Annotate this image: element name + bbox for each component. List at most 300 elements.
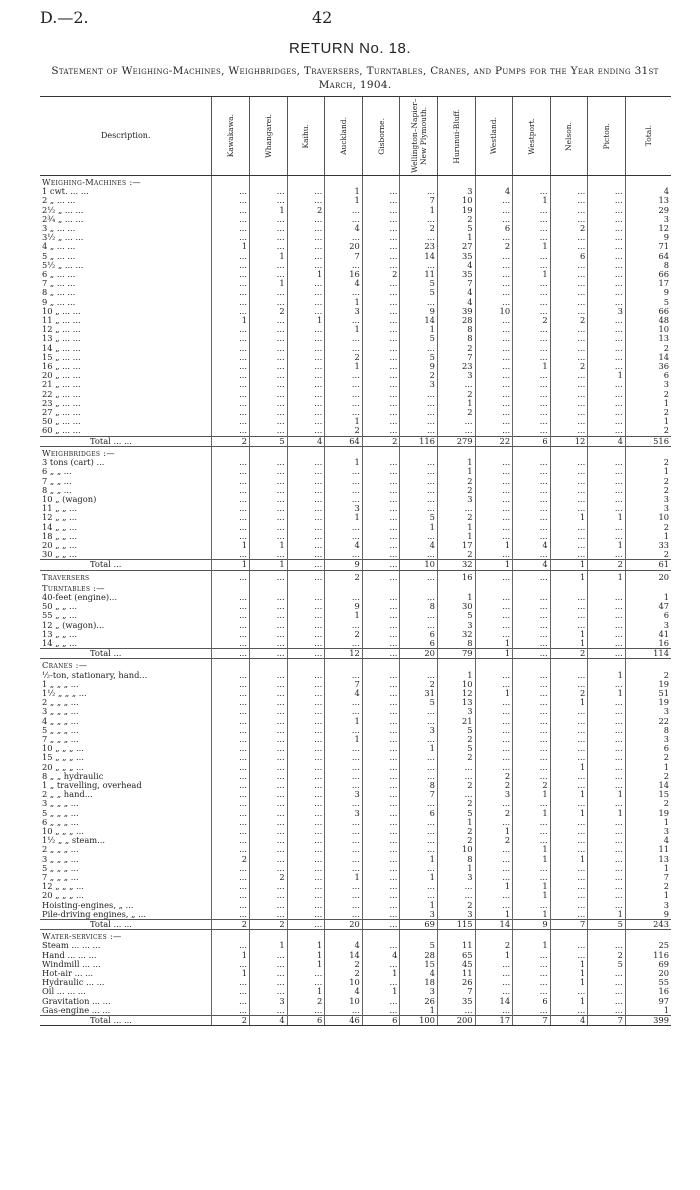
table-cell: ... xyxy=(362,486,400,495)
table-cell: ... xyxy=(325,486,363,495)
table-cell: 1 xyxy=(475,649,513,659)
table-cell: ... xyxy=(513,206,551,215)
table-cell: ... xyxy=(550,426,588,436)
table-cell: ... xyxy=(250,680,288,689)
table-cell: ... xyxy=(550,772,588,781)
row-label: ½-ton, stationary, hand... xyxy=(42,670,148,680)
table-cell: ... xyxy=(287,532,325,541)
table-cell: 4 xyxy=(513,560,551,570)
table-cell: 2 xyxy=(475,809,513,818)
table-cell: 5 xyxy=(437,224,475,233)
table-cell: ... xyxy=(588,261,626,270)
table-cell: ... xyxy=(550,1006,588,1016)
table-cell: 11 xyxy=(625,845,671,854)
table-row xyxy=(40,399,671,408)
table-cell: 2 xyxy=(588,560,626,570)
table-cell: 1 xyxy=(550,978,588,987)
table-cell: 4 xyxy=(325,689,363,698)
table-cell: ... xyxy=(513,523,551,532)
table-cell: 1 xyxy=(513,809,551,818)
table-cell: ... xyxy=(362,855,400,864)
table-cell: 116 xyxy=(400,436,438,446)
table-cell: ... xyxy=(475,960,513,969)
table-cell: ... xyxy=(250,671,288,680)
table-cell: ... xyxy=(550,799,588,808)
table-cell: ... xyxy=(475,196,513,205)
table-row xyxy=(40,680,671,689)
table-cell: ... xyxy=(250,513,288,522)
table-cell: 279 xyxy=(437,436,475,446)
table-cell: 2 xyxy=(625,882,671,891)
table-cell: ... xyxy=(362,744,400,753)
table-cell: ... xyxy=(212,325,250,334)
table-cell: 8 xyxy=(625,261,671,270)
table-cell: 14 xyxy=(400,252,438,261)
table-row xyxy=(40,371,671,380)
row-label: 5 „ „ „ ... xyxy=(42,863,79,873)
table-cell: 3 xyxy=(325,790,363,799)
table-row xyxy=(40,717,671,726)
table-cell: ... xyxy=(287,390,325,399)
table-row xyxy=(40,790,671,799)
table-cell: ... xyxy=(513,707,551,716)
table-cell: 5 xyxy=(625,298,671,307)
row-label: 3½ „ ... ... xyxy=(42,233,84,243)
table-cell: ... xyxy=(287,735,325,744)
row-label: 11 „ ... ... xyxy=(42,316,81,326)
table-cell: ... xyxy=(250,344,288,353)
table-cell: ... xyxy=(325,495,363,504)
table-cell: ... xyxy=(325,1006,363,1016)
table-cell: ... xyxy=(513,353,551,362)
row-label: Traversers xyxy=(42,571,90,582)
table-cell: ... xyxy=(287,417,325,426)
table-cell: ... xyxy=(362,233,400,242)
table-cell: ... xyxy=(513,960,551,969)
table-cell: 1 xyxy=(437,532,475,541)
table-cell: ... xyxy=(362,344,400,353)
table-cell: ... xyxy=(212,523,250,532)
table-cell xyxy=(325,659,363,671)
table-cell: ... xyxy=(212,818,250,827)
table-cell: 2 xyxy=(475,781,513,790)
table-cell: ... xyxy=(362,698,400,707)
table-cell: 9 xyxy=(325,560,363,570)
table-cell: 51 xyxy=(625,689,671,698)
table-cell: ... xyxy=(400,504,438,513)
table-cell: ... xyxy=(212,707,250,716)
table-cell: ... xyxy=(475,671,513,680)
table-cell: ... xyxy=(400,467,438,476)
table-cell: ... xyxy=(212,288,250,297)
column-header xyxy=(400,97,438,176)
table-cell: 6 xyxy=(362,1016,400,1026)
table-cell: 2 xyxy=(287,997,325,1006)
table-cell: ... xyxy=(513,799,551,808)
table-cell: ... xyxy=(325,344,363,353)
table-cell: ... xyxy=(513,763,551,772)
table-cell: 1 xyxy=(550,513,588,522)
table-cell: 1 xyxy=(550,630,588,639)
table-cell: ... xyxy=(475,408,513,417)
table-cell: ... xyxy=(362,495,400,504)
table-cell: 1 xyxy=(625,864,671,873)
table-cell: ... xyxy=(287,978,325,987)
table-cell: ... xyxy=(475,426,513,436)
table-cell: ... xyxy=(325,836,363,845)
section-row xyxy=(40,570,671,582)
table-row xyxy=(40,997,671,1006)
table-cell: ... xyxy=(212,790,250,799)
table-cell: ... xyxy=(250,353,288,362)
table-cell: 1 xyxy=(437,671,475,680)
table-cell: ... xyxy=(325,772,363,781)
table-cell: ... xyxy=(250,717,288,726)
table-cell: 32 xyxy=(437,630,475,639)
table-header xyxy=(40,97,671,176)
table-row xyxy=(40,753,671,762)
table-cell: ... xyxy=(287,550,325,560)
table-cell: ... xyxy=(475,523,513,532)
table-cell: ... xyxy=(362,504,400,513)
row-label: 55 „ „ ... xyxy=(42,611,77,621)
table-cell: ... xyxy=(250,891,288,900)
table-cell: 4 xyxy=(325,279,363,288)
table-cell: ... xyxy=(588,717,626,726)
table-cell: 1 xyxy=(362,987,400,996)
table-row xyxy=(40,910,671,920)
table-cell: ... xyxy=(250,969,288,978)
table-cell: ... xyxy=(400,417,438,426)
table-cell: ... xyxy=(513,611,551,620)
table-cell: 31 xyxy=(400,689,438,698)
table-cell: 4 xyxy=(475,187,513,196)
table-cell: 33 xyxy=(625,541,671,550)
table-cell: 1 xyxy=(475,541,513,550)
table-cell: 3 xyxy=(625,707,671,716)
table-cell xyxy=(513,930,551,942)
table-cell: ... xyxy=(212,196,250,205)
table-cell: 1 xyxy=(325,458,363,467)
table-cell: 2 xyxy=(437,550,475,560)
table-cell: ... xyxy=(362,827,400,836)
table-cell: ... xyxy=(325,882,363,891)
table-cell xyxy=(250,659,288,671)
table-cell xyxy=(550,446,588,458)
table-cell: 12 xyxy=(437,689,475,698)
table-row xyxy=(40,882,671,891)
table-cell: ... xyxy=(513,873,551,882)
table-cell: ... xyxy=(588,781,626,790)
table-cell: 2 xyxy=(625,477,671,486)
table-cell xyxy=(475,582,513,593)
table-cell: ... xyxy=(550,671,588,680)
table-cell: ... xyxy=(325,532,363,541)
table-cell: ... xyxy=(550,215,588,224)
row-label: 7 „ „ „ ... xyxy=(42,873,79,883)
row-label: 3 „ ... ... xyxy=(42,224,76,234)
table-cell: 2 xyxy=(550,689,588,698)
table-cell: 1 xyxy=(400,1006,438,1016)
table-row xyxy=(40,362,671,371)
table-cell: ... xyxy=(588,380,626,389)
table-row xyxy=(40,621,671,630)
table-cell: 7 xyxy=(588,1016,626,1026)
table-row xyxy=(40,630,671,639)
table-cell: ... xyxy=(588,891,626,900)
row-label: 10 „ „ „ ... xyxy=(42,744,84,754)
table-cell: ... xyxy=(513,570,551,582)
table-cell xyxy=(475,176,513,188)
table-cell: ... xyxy=(475,417,513,426)
table-row xyxy=(40,864,671,873)
table-cell: 1 xyxy=(287,951,325,960)
table-cell: 2 xyxy=(625,550,671,560)
table-cell: ... xyxy=(362,513,400,522)
table-cell: 1 xyxy=(625,417,671,426)
table-cell: 23 xyxy=(400,242,438,251)
table-cell: 10 xyxy=(475,307,513,316)
table-cell: 1 xyxy=(513,270,551,279)
table-cell: ... xyxy=(250,242,288,251)
table-cell: 20 xyxy=(625,570,671,582)
column-header-label: Picton. xyxy=(602,122,612,150)
row-label: Gas-engine ... ... xyxy=(42,1005,111,1015)
table-cell: ... xyxy=(325,707,363,716)
table-cell: ... xyxy=(588,325,626,334)
column-header-label: Whangarei. xyxy=(263,114,273,158)
table-cell: 1 xyxy=(475,689,513,698)
table-row xyxy=(40,495,671,504)
table-cell: ... xyxy=(588,408,626,417)
table-cell: ... xyxy=(212,671,250,680)
row-label: 12 „ „ „ ... xyxy=(42,882,84,892)
table-cell: 1 xyxy=(437,233,475,242)
table-cell: ... xyxy=(362,390,400,399)
table-cell: 7 xyxy=(437,987,475,996)
table-cell: ... xyxy=(475,901,513,910)
table-cell: ... xyxy=(250,621,288,630)
table-cell: ... xyxy=(475,532,513,541)
table-cell: ... xyxy=(550,818,588,827)
table-cell: ... xyxy=(362,763,400,772)
table-cell: 11 xyxy=(437,941,475,950)
table-cell: ... xyxy=(475,215,513,224)
table-cell: ... xyxy=(550,380,588,389)
table-cell: 115 xyxy=(437,920,475,930)
table-row xyxy=(40,426,671,436)
table-cell: 1 xyxy=(212,242,250,251)
table-cell: 3 xyxy=(400,987,438,996)
table-cell: ... xyxy=(250,726,288,735)
table-cell: 5 xyxy=(400,288,438,297)
table-cell: 1 xyxy=(212,316,250,325)
table-cell: ... xyxy=(362,353,400,362)
table-cell: ... xyxy=(212,426,250,436)
table-row xyxy=(40,334,671,343)
table-cell: ... xyxy=(287,809,325,818)
table-cell: ... xyxy=(287,799,325,808)
column-header-description: Description. xyxy=(40,97,212,176)
table-cell: 5 xyxy=(400,698,438,707)
table-body xyxy=(40,176,671,1026)
table-row xyxy=(40,855,671,864)
table-cell: 28 xyxy=(400,951,438,960)
table-cell: ... xyxy=(550,344,588,353)
table-cell: 1 xyxy=(325,417,363,426)
table-cell: ... xyxy=(588,735,626,744)
table-cell: 1 xyxy=(250,206,288,215)
table-cell: 2 xyxy=(437,799,475,808)
table-cell: ... xyxy=(287,408,325,417)
table-row xyxy=(40,316,671,325)
table-row xyxy=(40,781,671,790)
table-cell xyxy=(437,176,475,188)
table-cell: ... xyxy=(550,417,588,426)
table-cell: ... xyxy=(513,467,551,476)
table-cell: ... xyxy=(588,252,626,261)
table-cell: ... xyxy=(362,467,400,476)
table-cell: ... xyxy=(513,987,551,996)
row-label: Hand ... ... ... xyxy=(42,950,97,960)
table-cell: ... xyxy=(475,390,513,399)
table-cell: ... xyxy=(212,735,250,744)
row-label: 12 „ (wagon)... xyxy=(42,620,105,630)
table-cell: ... xyxy=(212,873,250,882)
table-cell: ... xyxy=(475,818,513,827)
table-cell: 1 xyxy=(588,809,626,818)
table-cell: 4 xyxy=(362,951,400,960)
table-cell: ... xyxy=(362,570,400,582)
table-cell: ... xyxy=(588,196,626,205)
table-cell: 1 xyxy=(588,910,626,920)
table-cell: ... xyxy=(250,523,288,532)
table-cell: ... xyxy=(550,467,588,476)
table-cell: 20 xyxy=(400,649,438,659)
table-cell: ... xyxy=(325,910,363,920)
table-cell xyxy=(588,582,626,593)
table-cell: ... xyxy=(513,630,551,639)
table-cell: ... xyxy=(513,901,551,910)
table-cell: 1 xyxy=(287,987,325,996)
table-cell: ... xyxy=(475,399,513,408)
table-cell: ... xyxy=(287,593,325,602)
table-cell: ... xyxy=(287,855,325,864)
table-row xyxy=(40,504,671,513)
table-cell: ... xyxy=(212,486,250,495)
table-cell: ... xyxy=(362,252,400,261)
table-cell: ... xyxy=(588,836,626,845)
table-cell: ... xyxy=(400,390,438,399)
row-label: 7 „ „ „ ... xyxy=(42,734,79,744)
table-cell: ... xyxy=(362,809,400,818)
table-cell: ... xyxy=(325,698,363,707)
table-cell: 1 xyxy=(550,763,588,772)
table-cell: 1 xyxy=(513,855,551,864)
table-cell: ... xyxy=(250,371,288,380)
table-cell: 2 xyxy=(437,781,475,790)
table-cell: ... xyxy=(400,187,438,196)
table-cell: 66 xyxy=(625,307,671,316)
table-cell: 10 xyxy=(325,978,363,987)
table-cell: 3 xyxy=(325,809,363,818)
row-label: 1½ „ „ „ ... xyxy=(42,688,87,698)
table-cell: 8 xyxy=(437,325,475,334)
table-cell: ... xyxy=(212,187,250,196)
column-header xyxy=(550,97,588,176)
table-cell xyxy=(550,176,588,188)
table-cell: 2 xyxy=(437,753,475,762)
table-cell: ... xyxy=(212,621,250,630)
table-cell: ... xyxy=(588,467,626,476)
table-cell: ... xyxy=(475,726,513,735)
section-row xyxy=(40,930,671,942)
table-cell: ... xyxy=(362,550,400,560)
row-label: 13 „ „ ... xyxy=(42,629,77,639)
row-label: 1½ „ „ steam... xyxy=(42,836,106,846)
table-cell xyxy=(625,446,671,458)
table-cell: 1 xyxy=(250,560,288,570)
table-cell: ... xyxy=(325,371,363,380)
table-cell: ... xyxy=(325,891,363,900)
table-cell: ... xyxy=(550,891,588,900)
table-cell: 3 xyxy=(437,495,475,504)
row-label: 10 „ „ „ ... xyxy=(42,827,84,837)
table-cell: 2 xyxy=(437,486,475,495)
table-cell: ... xyxy=(513,602,551,611)
table-cell: ... xyxy=(475,891,513,900)
table-cell: ... xyxy=(212,224,250,233)
table-cell: 399 xyxy=(625,1016,671,1026)
table-cell: ... xyxy=(550,744,588,753)
table-cell: 2 xyxy=(475,941,513,950)
table-cell: 2 xyxy=(437,901,475,910)
table-cell: 3 xyxy=(400,380,438,389)
table-cell: 3 xyxy=(625,827,671,836)
table-cell: ... xyxy=(475,763,513,772)
table-cell: ... xyxy=(362,196,400,205)
table-cell: 5 xyxy=(400,334,438,343)
table-cell: 2 xyxy=(362,436,400,446)
table-cell xyxy=(287,582,325,593)
column-header-label: Nelson. xyxy=(564,121,574,151)
table-cell: ... xyxy=(550,325,588,334)
table-cell: ... xyxy=(325,726,363,735)
table-cell: ... xyxy=(287,362,325,371)
table-row xyxy=(40,941,671,950)
table-cell: ... xyxy=(212,763,250,772)
table-cell: 35 xyxy=(437,997,475,1006)
table-cell: 1 xyxy=(362,969,400,978)
table-cell: ... xyxy=(513,680,551,689)
table-cell: ... xyxy=(475,855,513,864)
table-cell: ... xyxy=(513,426,551,436)
table-cell: 5 xyxy=(400,513,438,522)
table-cell: ... xyxy=(212,997,250,1006)
table-cell: ... xyxy=(212,639,250,649)
table-cell: ... xyxy=(250,882,288,891)
table-cell: 1 xyxy=(588,371,626,380)
table-cell: ... xyxy=(212,845,250,854)
table-cell: ... xyxy=(475,698,513,707)
table-cell: ... xyxy=(400,827,438,836)
table-cell: 3 xyxy=(437,910,475,920)
table-cell: 2 xyxy=(625,408,671,417)
table-cell: ... xyxy=(588,486,626,495)
table-cell: 17 xyxy=(475,1016,513,1026)
row-label: 16 „ ... ... xyxy=(42,362,81,372)
table-cell: ... xyxy=(513,621,551,630)
